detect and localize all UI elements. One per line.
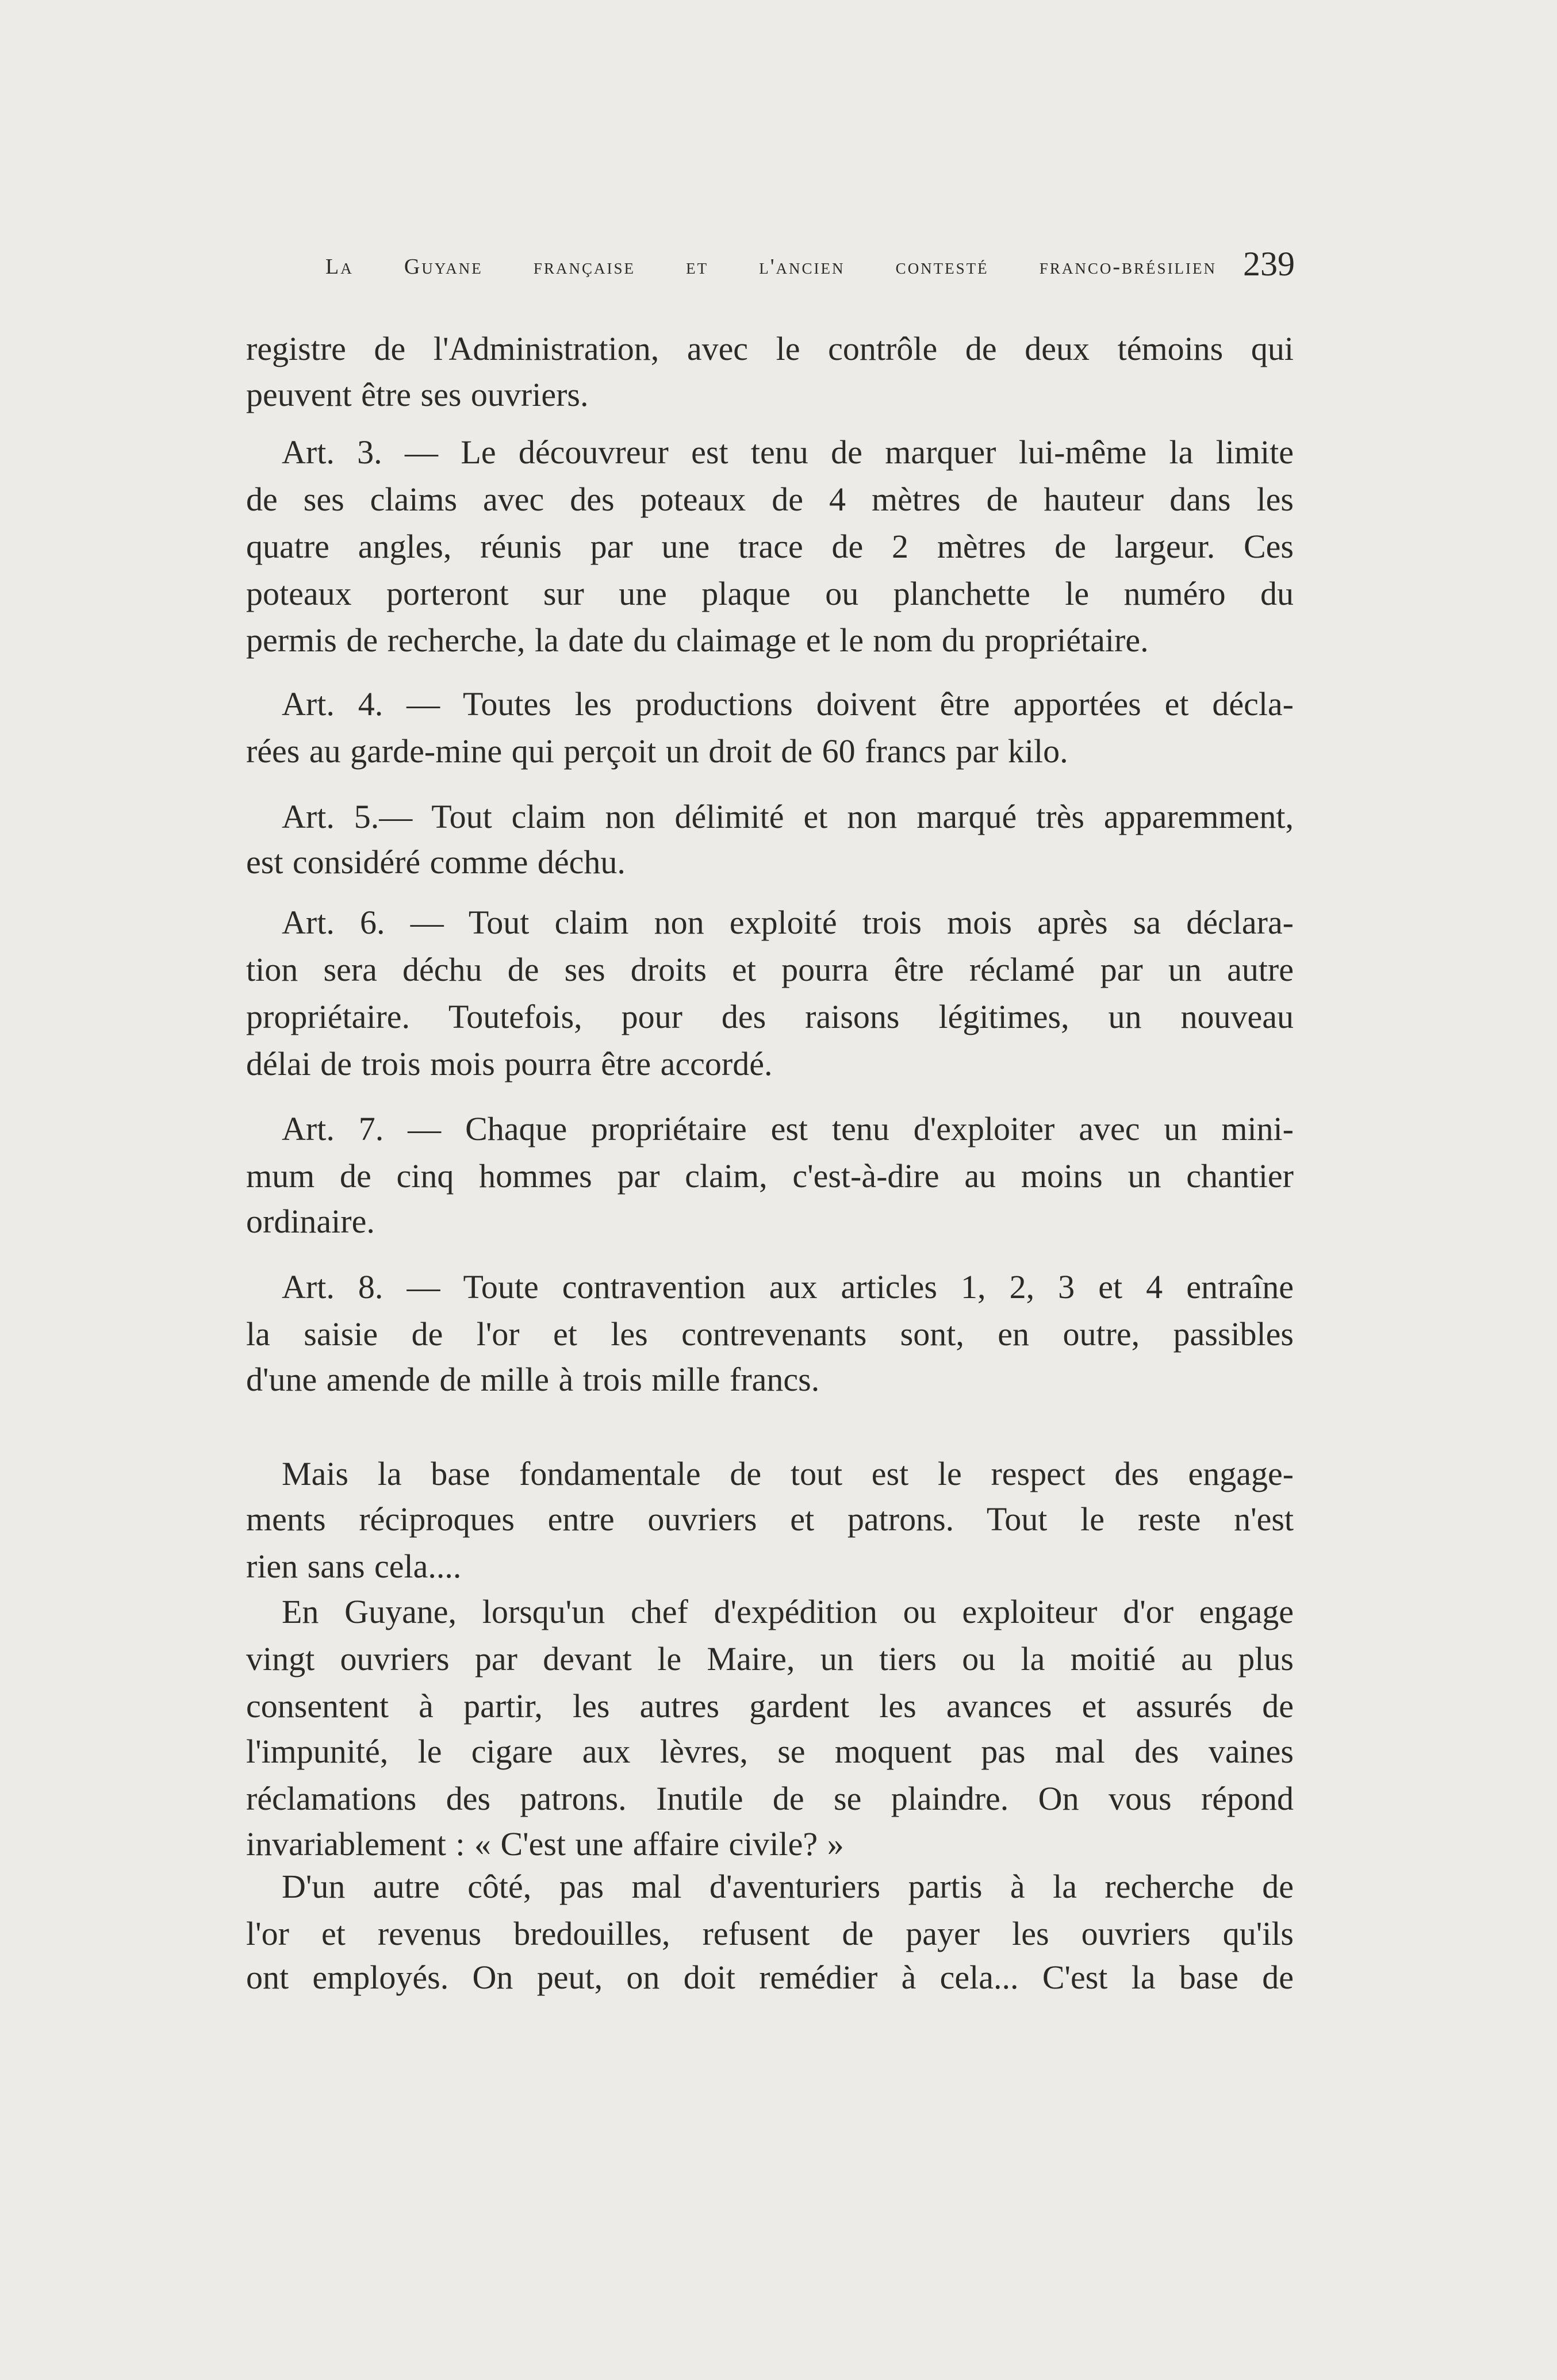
text-line: registre de l'Administration, avec le contrôle de deux témoins qui — [246, 330, 1294, 368]
text-line: la saisie de l'or et les contrevenants sont, en outre, passibles — [246, 1315, 1294, 1353]
text-line: consentent à partir, les autres gardent les avances et assurés de — [246, 1687, 1294, 1725]
text-line: ordinaire. — [246, 1203, 375, 1241]
text-line: l'or et revenus bredouilles, refusent de payer les ouvriers qu'ils — [246, 1914, 1294, 1952]
text-line: quatre angles, réunis par une trace de 2 mètres de largeur. Ces — [246, 527, 1294, 565]
text-line: D'un autre côté, pas mal d'aventuriers partis à la recherche de — [282, 1867, 1294, 1905]
text-line: de ses claims avec des poteaux de 4 mètres de hauteur dans les — [246, 480, 1294, 518]
text-line: poteaux porteront sur une plaque ou planchette le numéro du — [246, 574, 1294, 612]
text-line: réclamations des patrons. Inutile de se plaindre. On vous répond — [246, 1779, 1294, 1817]
running-header: La Guyane française et l'ancien contesté franco-brésilien — [325, 255, 1217, 279]
text-line: tion sera déchu de ses droits et pourra être réclamé par un autre — [246, 951, 1294, 989]
text-line: invariablement : « C'est une affaire civile? » — [246, 1825, 844, 1863]
text-line: l'impunité, le cigare aux lèvres, se moquent pas mal des vaines — [246, 1732, 1294, 1770]
text-line: d'une amende de mille à trois mille francs. — [246, 1361, 820, 1399]
text-line: Art. 5.— Tout claim non délimité et non marqué très apparemment, — [282, 797, 1294, 835]
text-line: rées au garde-mine qui perçoit un droit de 60 francs par kilo. — [246, 732, 1068, 770]
text-line: Art. 4. — Toutes les productions doivent être apportées et décla- — [282, 685, 1294, 723]
text-line: délai de trois mois pourra être accordé. — [246, 1045, 773, 1082]
text-line: Mais la base fondamentale de tout est le respect des engage- — [282, 1454, 1294, 1492]
text-line: Art. 6. — Tout claim non exploité trois mois après sa déclara- — [282, 904, 1294, 942]
text-line: Art. 8. — Toute contravention aux articles 1, 2, 3 et 4 entraîne — [282, 1268, 1294, 1306]
text-line: mum de cinq hommes par claim, c'est-à-dire au moins un chantier — [246, 1157, 1294, 1195]
page-number: 239 — [1243, 245, 1295, 283]
text-line: Art. 7. — Chaque propriétaire est tenu d'exploiter avec un mini- — [282, 1110, 1294, 1148]
text-line: Art. 3. — Le découvreur est tenu de marquer lui-même la limite — [282, 433, 1294, 471]
text-line: ments réciproques entre ouvriers et patrons. Tout le reste n'est — [246, 1500, 1294, 1538]
text-line: rien sans cela.... — [246, 1547, 462, 1585]
text-line: est considéré comme déchu. — [246, 843, 626, 881]
text-line: propriétaire. Toutefois, pour des raisons légitimes, un nouveau — [246, 998, 1294, 1036]
text-line: peuvent être ses ouvriers. — [246, 375, 589, 413]
text-line: ont employés. On peut, on doit remédier à cela... C'est la base de — [246, 1959, 1294, 1997]
text-line: permis de recherche, la date du claimage et le nom du propriétaire. — [246, 621, 1149, 659]
text-line: En Guyane, lorsqu'un chef d'expédition ou exploiteur d'or engage — [282, 1592, 1294, 1630]
text-line: vingt ouvriers par devant le Maire, un tiers ou la moitié au plus — [246, 1640, 1294, 1677]
